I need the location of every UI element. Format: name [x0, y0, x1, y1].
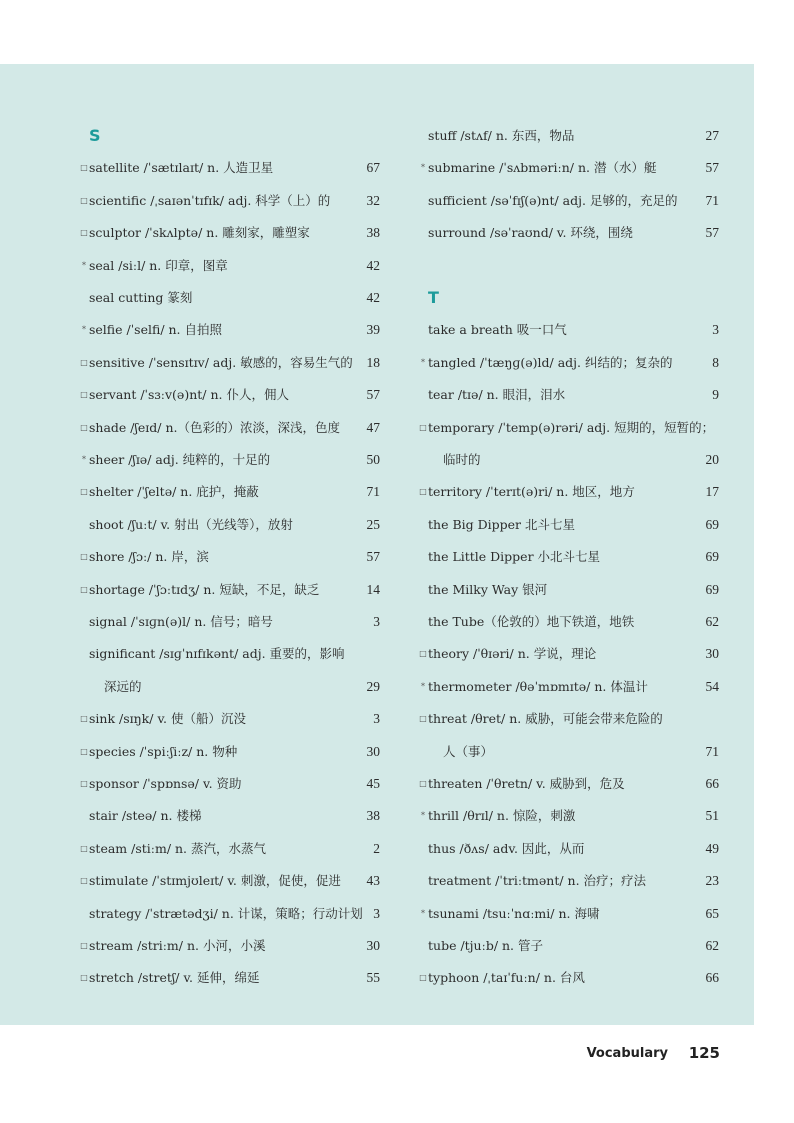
vocab-entry — [80, 545, 380, 569]
square-marker-icon: □ — [80, 714, 88, 724]
vocab-page-number: 3 — [373, 711, 380, 727]
vocab-page-number: 3 — [373, 905, 380, 921]
asterisk-marker: * — [421, 163, 425, 173]
vocab-entry-text: stimulate /ˈstɪmjʊleɪt/ v. 刺激，促使，促进 — [89, 873, 341, 889]
vocab-entry-text: 临时的 — [443, 452, 481, 467]
vocab-entry — [80, 318, 380, 342]
vocabulary-panel — [0, 64, 754, 1025]
vocab-entry — [80, 837, 380, 861]
vocab-entry — [419, 124, 719, 148]
vocab-entry — [80, 642, 380, 666]
vocab-entry-text: thus /ðʌs/ adv. 因此，从而 — [428, 840, 585, 856]
vocab-page-number: 14 — [366, 581, 380, 597]
vocab-entry — [80, 156, 380, 180]
vocab-entry — [80, 804, 380, 828]
vocab-entry — [80, 189, 380, 213]
vocab-entry-text: sculptor /ˈskʌlptə/ n. 雕刻家，雕塑家 — [89, 225, 310, 241]
square-marker-icon: □ — [80, 584, 88, 594]
vocab-entry — [80, 869, 380, 893]
vocab-entry-text: stair /steə/ n. 楼梯 — [89, 808, 202, 824]
square-marker-icon: □ — [80, 779, 88, 788]
square-marker-icon: □ — [419, 714, 427, 724]
vocab-page-number: 25 — [366, 516, 380, 532]
vocab-page-number: 69 — [705, 516, 719, 532]
square-marker-icon: □ — [80, 552, 88, 562]
vocab-entry-text: threaten /ˈθretn/ v. 威胁到，危及 — [428, 776, 625, 791]
vocab-entry-text: thrill /θrɪl/ n. 惊险，刺激 — [428, 808, 576, 824]
vocab-entry — [80, 772, 380, 796]
vocab-entry — [80, 383, 380, 407]
section-letter — [419, 286, 719, 310]
vocab-entry — [419, 869, 719, 893]
vocab-page-number: 45 — [366, 776, 380, 791]
vocab-page-number: 30 — [366, 938, 380, 953]
section-letter-text: S — [89, 126, 101, 145]
vocab-entry — [80, 480, 380, 504]
vocab-page-number: 67 — [366, 160, 380, 176]
vocab-entry — [419, 545, 719, 569]
vocab-page-number: 42 — [366, 257, 380, 273]
vocab-entry — [419, 156, 719, 180]
vocab-entry — [80, 351, 380, 375]
asterisk-marker: * — [421, 811, 425, 821]
vocab-entry-text: shade /ʃeɪd/ n.（色彩的）浓淡，深浅，色度 — [89, 419, 341, 435]
vocab-page-number: 2 — [373, 840, 380, 856]
vocab-entry-text: satellite /ˈsætɪlaɪt/ n. 人造卫星 — [89, 160, 274, 176]
vocab-entry — [80, 513, 380, 537]
vocab-page-number: 17 — [705, 484, 719, 500]
vocab-entry-text: strategy /ˈstrætədʒi/ n. 计谋，策略；行动计划 — [89, 905, 363, 921]
vocab-entry-text: significant /sɪɡˈnɪfɪkənt/ adj. 重要的，影响 — [89, 646, 345, 662]
vocab-page-number: 50 — [366, 452, 380, 467]
vocab-page-number: 3 — [712, 322, 719, 338]
vocab-page-number: 38 — [366, 225, 380, 241]
vocab-page-number: 27 — [705, 128, 719, 143]
vocab-page-number: 66 — [705, 970, 719, 986]
vocab-entry — [419, 383, 719, 407]
square-marker-icon: □ — [80, 163, 88, 173]
vocab-page-number: 30 — [705, 646, 719, 662]
vocab-entry-text: take a breath 吸一口气 — [428, 322, 567, 338]
vocab-entry-text: 深远的 — [104, 678, 142, 694]
vocab-page-number: 69 — [705, 581, 719, 597]
vocab-entry — [419, 221, 719, 245]
vocab-entry — [419, 966, 719, 990]
vocab-entry-text: submarine /ˈsʌbməriːn/ n. 潜（水）艇 — [428, 160, 657, 176]
vocab-page-number: 18 — [366, 354, 380, 370]
vocab-entry-text: shelter /ˈʃeltə/ n. 庇护，掩蔽 — [89, 484, 259, 500]
square-marker-icon: □ — [80, 422, 88, 432]
vocab-entry-text: steam /stiːm/ n. 蒸汽，水蒸气 — [89, 840, 267, 856]
vocab-entry-text: sufficient /səˈfɪʃ(ə)nt/ adj. 足够的，充足的 — [428, 192, 678, 208]
vocab-entry — [419, 642, 719, 666]
section-letter-text: T — [428, 288, 439, 307]
vocab-entry-text: the Tube（伦敦的）地下铁道，地铁 — [428, 614, 635, 629]
vocab-page-number: 39 — [366, 322, 380, 338]
square-marker-icon: □ — [80, 357, 88, 367]
vocab-entry — [80, 221, 380, 245]
square-marker-icon: □ — [80, 487, 88, 497]
vocab-entry — [419, 675, 719, 699]
vocab-page-number: 57 — [366, 549, 380, 565]
vocab-entry — [419, 448, 719, 472]
vocab-entry — [80, 416, 380, 440]
vocab-page-number: 71 — [705, 192, 719, 208]
vocab-entry-text: tangled /ˈtæŋɡ(ə)ld/ adj. 纠结的；复杂的 — [428, 354, 673, 370]
vocab-entry-text: treatment /ˈtriːtmənt/ n. 治疗；疗法 — [428, 873, 647, 889]
vocab-page-number: 43 — [366, 873, 380, 889]
vocab-entry-text: typhoon /ˌtaɪˈfuːn/ n. 台风 — [428, 970, 585, 986]
square-marker-icon: □ — [80, 843, 88, 853]
vocab-page-number: 69 — [705, 549, 719, 565]
vocab-page-number: 57 — [705, 225, 719, 241]
vocab-entry-text: thermometer /θəˈmɒmɪtə/ n. 体温计 — [428, 678, 648, 694]
vocab-entry-text: tsunami /tsuːˈnɑːmi/ n. 海啸 — [428, 905, 600, 921]
vocab-entry — [419, 318, 719, 342]
vocab-page-number: 66 — [705, 776, 719, 791]
vocab-entry — [80, 286, 380, 310]
vocab-entry — [419, 772, 719, 796]
vocab-entry — [80, 707, 380, 731]
vocab-page-number: 47 — [366, 419, 380, 435]
asterisk-marker: * — [421, 908, 425, 918]
vocab-entry — [80, 934, 380, 958]
vocab-entry-text: temporary /ˈtemp(ə)rəri/ adj. 短期的，短暂的； — [428, 419, 715, 435]
vocab-entry — [419, 513, 719, 537]
vocab-page-number: 65 — [705, 905, 719, 921]
vocab-page-number: 62 — [705, 938, 719, 953]
vocab-entry-text: shore /ʃɔː/ n. 岸，滨 — [89, 549, 209, 565]
vocab-entry — [419, 189, 719, 213]
vocab-entry — [419, 578, 719, 602]
vocab-page-number: 42 — [366, 290, 380, 305]
vocab-entry-text: signal /ˈsɪɡn(ə)l/ n. 信号；暗号 — [89, 614, 273, 629]
vocab-page-number: 30 — [366, 743, 380, 759]
vocab-entry — [419, 902, 719, 926]
vocab-page-number: 71 — [705, 743, 719, 759]
vocab-entry — [419, 837, 719, 861]
vocab-entry-text: selfie /ˈselfi/ n. 自拍照 — [89, 322, 222, 338]
page-number: 125 — [688, 1044, 720, 1062]
vocab-entry — [80, 966, 380, 990]
square-marker-icon: □ — [80, 746, 88, 756]
vocab-entry-text: seal cutting 篆刻 — [89, 290, 193, 305]
vocab-entry — [80, 740, 380, 764]
vocab-page-number: 38 — [366, 808, 380, 824]
square-marker-icon: □ — [80, 228, 88, 238]
vocab-entry — [80, 675, 380, 699]
square-marker-icon: □ — [419, 487, 427, 497]
vocab-page-number: 62 — [705, 614, 719, 629]
vocab-page-number: 3 — [373, 614, 380, 629]
vocab-entry-text: stream /striːm/ n. 小河，小溪 — [89, 938, 266, 953]
vocab-entry-text: tube /tjuːb/ n. 管子 — [428, 938, 544, 953]
vocab-page-number: 57 — [366, 387, 380, 403]
square-marker-icon: □ — [80, 876, 88, 886]
spacer — [419, 254, 719, 278]
vocab-entry — [80, 610, 380, 634]
vocab-page-number: 49 — [705, 840, 719, 856]
vocab-page-number: 8 — [712, 354, 719, 370]
square-marker-icon: □ — [419, 973, 427, 983]
vocab-entry-text: sheer /ʃɪə/ adj. 纯粹的，十足的 — [89, 452, 271, 467]
vocab-entry — [80, 448, 380, 472]
square-marker-icon: □ — [419, 779, 427, 788]
section-letter — [80, 124, 380, 148]
footer-label: Vocabulary — [586, 1046, 668, 1061]
vocab-entry-text: the Big Dipper 北斗七星 — [428, 516, 575, 532]
vocab-entry-text: tear /tɪə/ n. 眼泪，泪水 — [428, 387, 566, 403]
vocab-entry — [80, 254, 380, 278]
vocab-page-number: 29 — [366, 678, 380, 694]
vocab-page-number: 54 — [705, 678, 719, 694]
square-marker-icon: □ — [80, 973, 88, 983]
vocab-entry-text: seal /siːl/ n. 印章，图章 — [89, 257, 228, 273]
vocab-entry-text: 人（事） — [443, 743, 494, 759]
vocab-page-number: 20 — [705, 452, 719, 467]
asterisk-marker: * — [421, 357, 425, 367]
vocab-page-number: 23 — [705, 873, 719, 889]
vocab-entry-text: territory /ˈterɪt(ə)ri/ n. 地区，地方 — [428, 484, 635, 500]
asterisk-marker: * — [82, 325, 86, 335]
square-marker-icon: □ — [419, 649, 427, 659]
vocab-page-number: 32 — [366, 192, 380, 208]
vocab-entry — [419, 351, 719, 375]
vocab-page-number: 55 — [366, 970, 380, 986]
vocab-entry — [419, 740, 719, 764]
asterisk-marker: * — [421, 681, 425, 691]
asterisk-marker: * — [82, 455, 86, 464]
vocab-entry — [419, 416, 719, 440]
vocab-entry-text: stuff /stʌf/ n. 东西，物品 — [428, 128, 575, 143]
vocab-entry-text: sensitive /ˈsensɪtɪv/ adj. 敏感的，容易生气的 — [89, 354, 353, 370]
vocab-entry-text: shortage /ˈʃɔːtɪdʒ/ n. 短缺，不足，缺乏 — [89, 581, 320, 597]
square-marker-icon: □ — [419, 422, 427, 432]
vocab-entry-text: the Little Dipper 小北斗七星 — [428, 549, 601, 565]
vocab-entry-text: stretch /stretʃ/ v. 延伸，绵延 — [89, 970, 260, 986]
vocab-entry — [419, 707, 719, 731]
vocab-entry-text: shoot /ʃuːt/ v. 射出（光线等），放射 — [89, 516, 293, 532]
vocab-entry-text: species /ˈspiːʃiːz/ n. 物种 — [89, 743, 238, 759]
vocab-entry-text: sink /sɪŋk/ v. 使（船）沉没 — [89, 711, 246, 727]
vocab-entry — [419, 804, 719, 828]
vocab-page-number: 9 — [712, 387, 719, 403]
vocab-entry — [419, 480, 719, 504]
square-marker-icon: □ — [80, 390, 88, 400]
vocab-entry-text: theory /ˈθɪəri/ n. 学说，理论 — [428, 646, 597, 662]
vocab-entry-text: threat /θret/ n. 威胁，可能会带来危险的 — [428, 711, 663, 727]
vocab-entry-text: scientific /ˌsaɪənˈtɪfɪk/ adj. 科学（上）的 — [89, 192, 331, 208]
vocab-entry — [419, 610, 719, 634]
vocab-entry — [80, 578, 380, 602]
vocab-page-number: 51 — [705, 808, 719, 824]
vocab-entry-text: sponsor /ˈspɒnsə/ v. 资助 — [89, 776, 242, 791]
vocab-entry-text: servant /ˈsɜːv(ə)nt/ n. 仆人，佣人 — [89, 387, 289, 403]
vocab-page-number: 71 — [366, 484, 380, 500]
vocab-entry-text: the Milky Way 银河 — [428, 581, 548, 597]
vocab-entry-text: surround /səˈraʊnd/ v. 环绕，围绕 — [428, 225, 633, 241]
vocab-page-number: 57 — [705, 160, 719, 176]
asterisk-marker: * — [82, 260, 86, 270]
square-marker-icon: □ — [80, 941, 88, 950]
square-marker-icon: □ — [80, 195, 88, 205]
vocab-entry — [419, 934, 719, 958]
vocab-entry — [80, 902, 380, 926]
